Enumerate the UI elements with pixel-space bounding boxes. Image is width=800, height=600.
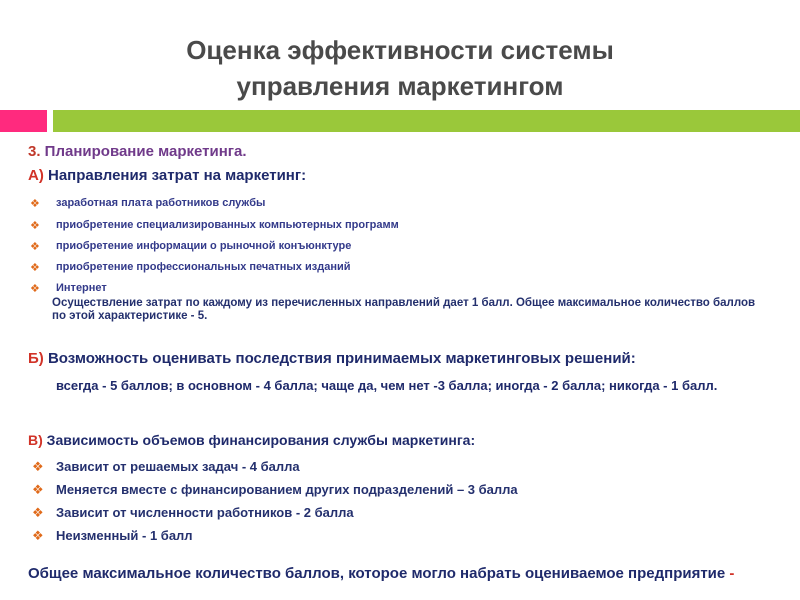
section-3-text: Планирование маркетинга.: [40, 143, 247, 160]
bullet-icon: ❖: [30, 262, 40, 274]
section-b-text: Возможность оценивать последствия принимаемых маркетинговых решений:: [43, 350, 636, 367]
section-b-heading: [28, 350, 636, 367]
bullet-icon: ❖: [30, 283, 40, 295]
list-item: приобретение специализированных компьютерных программ: [56, 219, 399, 231]
section-3-number: 3.: [28, 143, 41, 160]
list-item: приобретение информации о рыночной конъюнктуре: [56, 240, 352, 252]
total-dash: -: [725, 565, 735, 582]
list-item: заработная плата работников службы: [56, 197, 266, 209]
section-b-letter: Б): [28, 350, 44, 367]
title-line-2: управления маркетингом: [236, 71, 564, 101]
section-v-heading: [28, 432, 475, 448]
section-a-letter: А): [28, 167, 44, 184]
list-item: Меняется вместе с финансированием других подразделений – 3 балла: [56, 482, 518, 497]
total-score-text: [28, 565, 768, 583]
bullet-icon: ❖: [30, 198, 40, 210]
bullet-icon: ❖: [30, 241, 40, 253]
page-title: [0, 32, 800, 104]
total-text: Общее максимальное количество баллов, которое могло набрать оцениваемое предприятие: [28, 565, 726, 582]
list-item: Зависит от решаемых задач - 4 балла: [56, 459, 300, 474]
bullet-icon: ❖: [32, 505, 44, 520]
decorative-bar-pink: [0, 110, 47, 132]
list-item: Неизменный - 1 балл: [56, 528, 193, 543]
title-line-1: Оценка эффективности системы: [186, 35, 614, 65]
section-3-heading: [28, 143, 247, 160]
list-item: Интернет: [56, 282, 107, 294]
section-v-letter: В): [28, 432, 43, 448]
bullet-icon: ❖: [32, 459, 44, 474]
bullet-icon: ❖: [32, 528, 44, 543]
section-a-heading: [28, 167, 306, 184]
section-v-text: Зависимость объемов финансирования службы маркетинга:: [42, 432, 476, 448]
section-a-text: Направления затрат на маркетинг:: [43, 167, 307, 184]
bullet-icon: ❖: [32, 482, 44, 497]
list-item: Зависит от численности работников - 2 балла: [56, 505, 354, 520]
list-item: приобретение профессиональных печатных изданий: [56, 261, 351, 273]
decorative-bar-green: [53, 110, 800, 132]
section-b-detail: всегда - 5 баллов; в основном - 4 балла; чаще да, чем нет -3 балла; иногда - 2 балла; никогда - 1 балл.: [56, 378, 718, 393]
bullet-icon: ❖: [30, 220, 40, 232]
section-a-note: Осуществление затрат по каждому из перечисленных направлений дает 1 балл. Общее максимальное количество баллов по этой характеристике - 5.: [52, 297, 756, 322]
